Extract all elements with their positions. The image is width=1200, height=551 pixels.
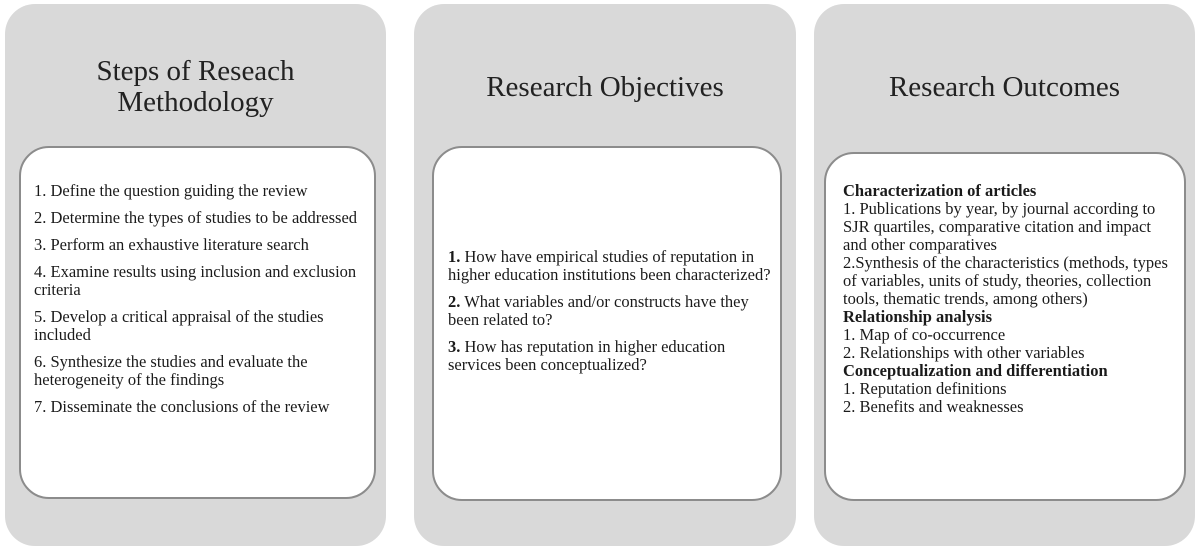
step-item: 5. Develop a critical appraisal of the studies included — [34, 307, 324, 344]
step-item: 6. Synthesize the studies and evaluate the heterogeneity of the findings — [34, 352, 308, 389]
outcome-line: 2. Relationships with other variables — [843, 343, 1085, 362]
methodology-title: Steps of Reseach Methodology — [96, 55, 295, 118]
step-item: 1. Define the question guiding the review — [34, 181, 308, 200]
objective-item — [448, 338, 773, 374]
step-item: 3. Perform an exhaustive literature search — [34, 235, 309, 254]
outcome-heading: Conceptualization and differentiation — [843, 361, 1108, 380]
objectives-card — [432, 146, 782, 501]
outcome-line: 1. Map of co-occurrence — [843, 325, 1006, 344]
outcomes-card — [824, 152, 1186, 501]
step-item: 7. Disseminate the conclusions of the review — [34, 397, 330, 416]
outcome-heading: Relationship analysis — [843, 307, 992, 326]
objectives-title: Research Objectives — [486, 71, 724, 103]
objective-text: How have empirical studies of reputation in higher education institutions been characterized? — [448, 247, 771, 284]
outcomes-panel — [814, 4, 1195, 546]
outcome-heading: Characterization of articles — [843, 181, 1037, 200]
outcome-line: 2. Benefits and weaknesses — [843, 397, 1024, 416]
methodology-card — [19, 146, 376, 499]
objective-number: 2. — [448, 292, 461, 311]
outcomes-content — [843, 182, 1173, 416]
outcome-line: 2.Synthesis of the characteristics (methods, types of variables, units of study, theories, collection tools, thematic trends, among others) — [843, 253, 1168, 308]
methodology-panel — [5, 4, 386, 546]
objectives-panel — [414, 4, 796, 546]
methodology-steps — [34, 182, 364, 416]
outcomes-title: Research Outcomes — [888, 71, 1121, 103]
step-item: 2. Determine the types of studies to be addressed — [34, 208, 358, 227]
objective-text: How has reputation in higher education services been conceptualized? — [448, 337, 726, 374]
step-item: 4. Examine results using inclusion and exclusion criteria — [34, 262, 357, 299]
objective-number: 3. — [448, 337, 461, 356]
outcome-line: 1. Reputation definitions — [843, 379, 1007, 398]
objective-text: What variables and/or constructs have they been related to? — [448, 292, 749, 329]
objective-item — [448, 248, 773, 284]
outcome-line: 1. Publications by year, by journal according to SJR quartiles, comparative citation and impact and other comparatives — [843, 199, 1156, 254]
objective-item — [448, 293, 773, 329]
objectives-list — [448, 248, 773, 374]
objective-number: 1. — [448, 247, 461, 266]
